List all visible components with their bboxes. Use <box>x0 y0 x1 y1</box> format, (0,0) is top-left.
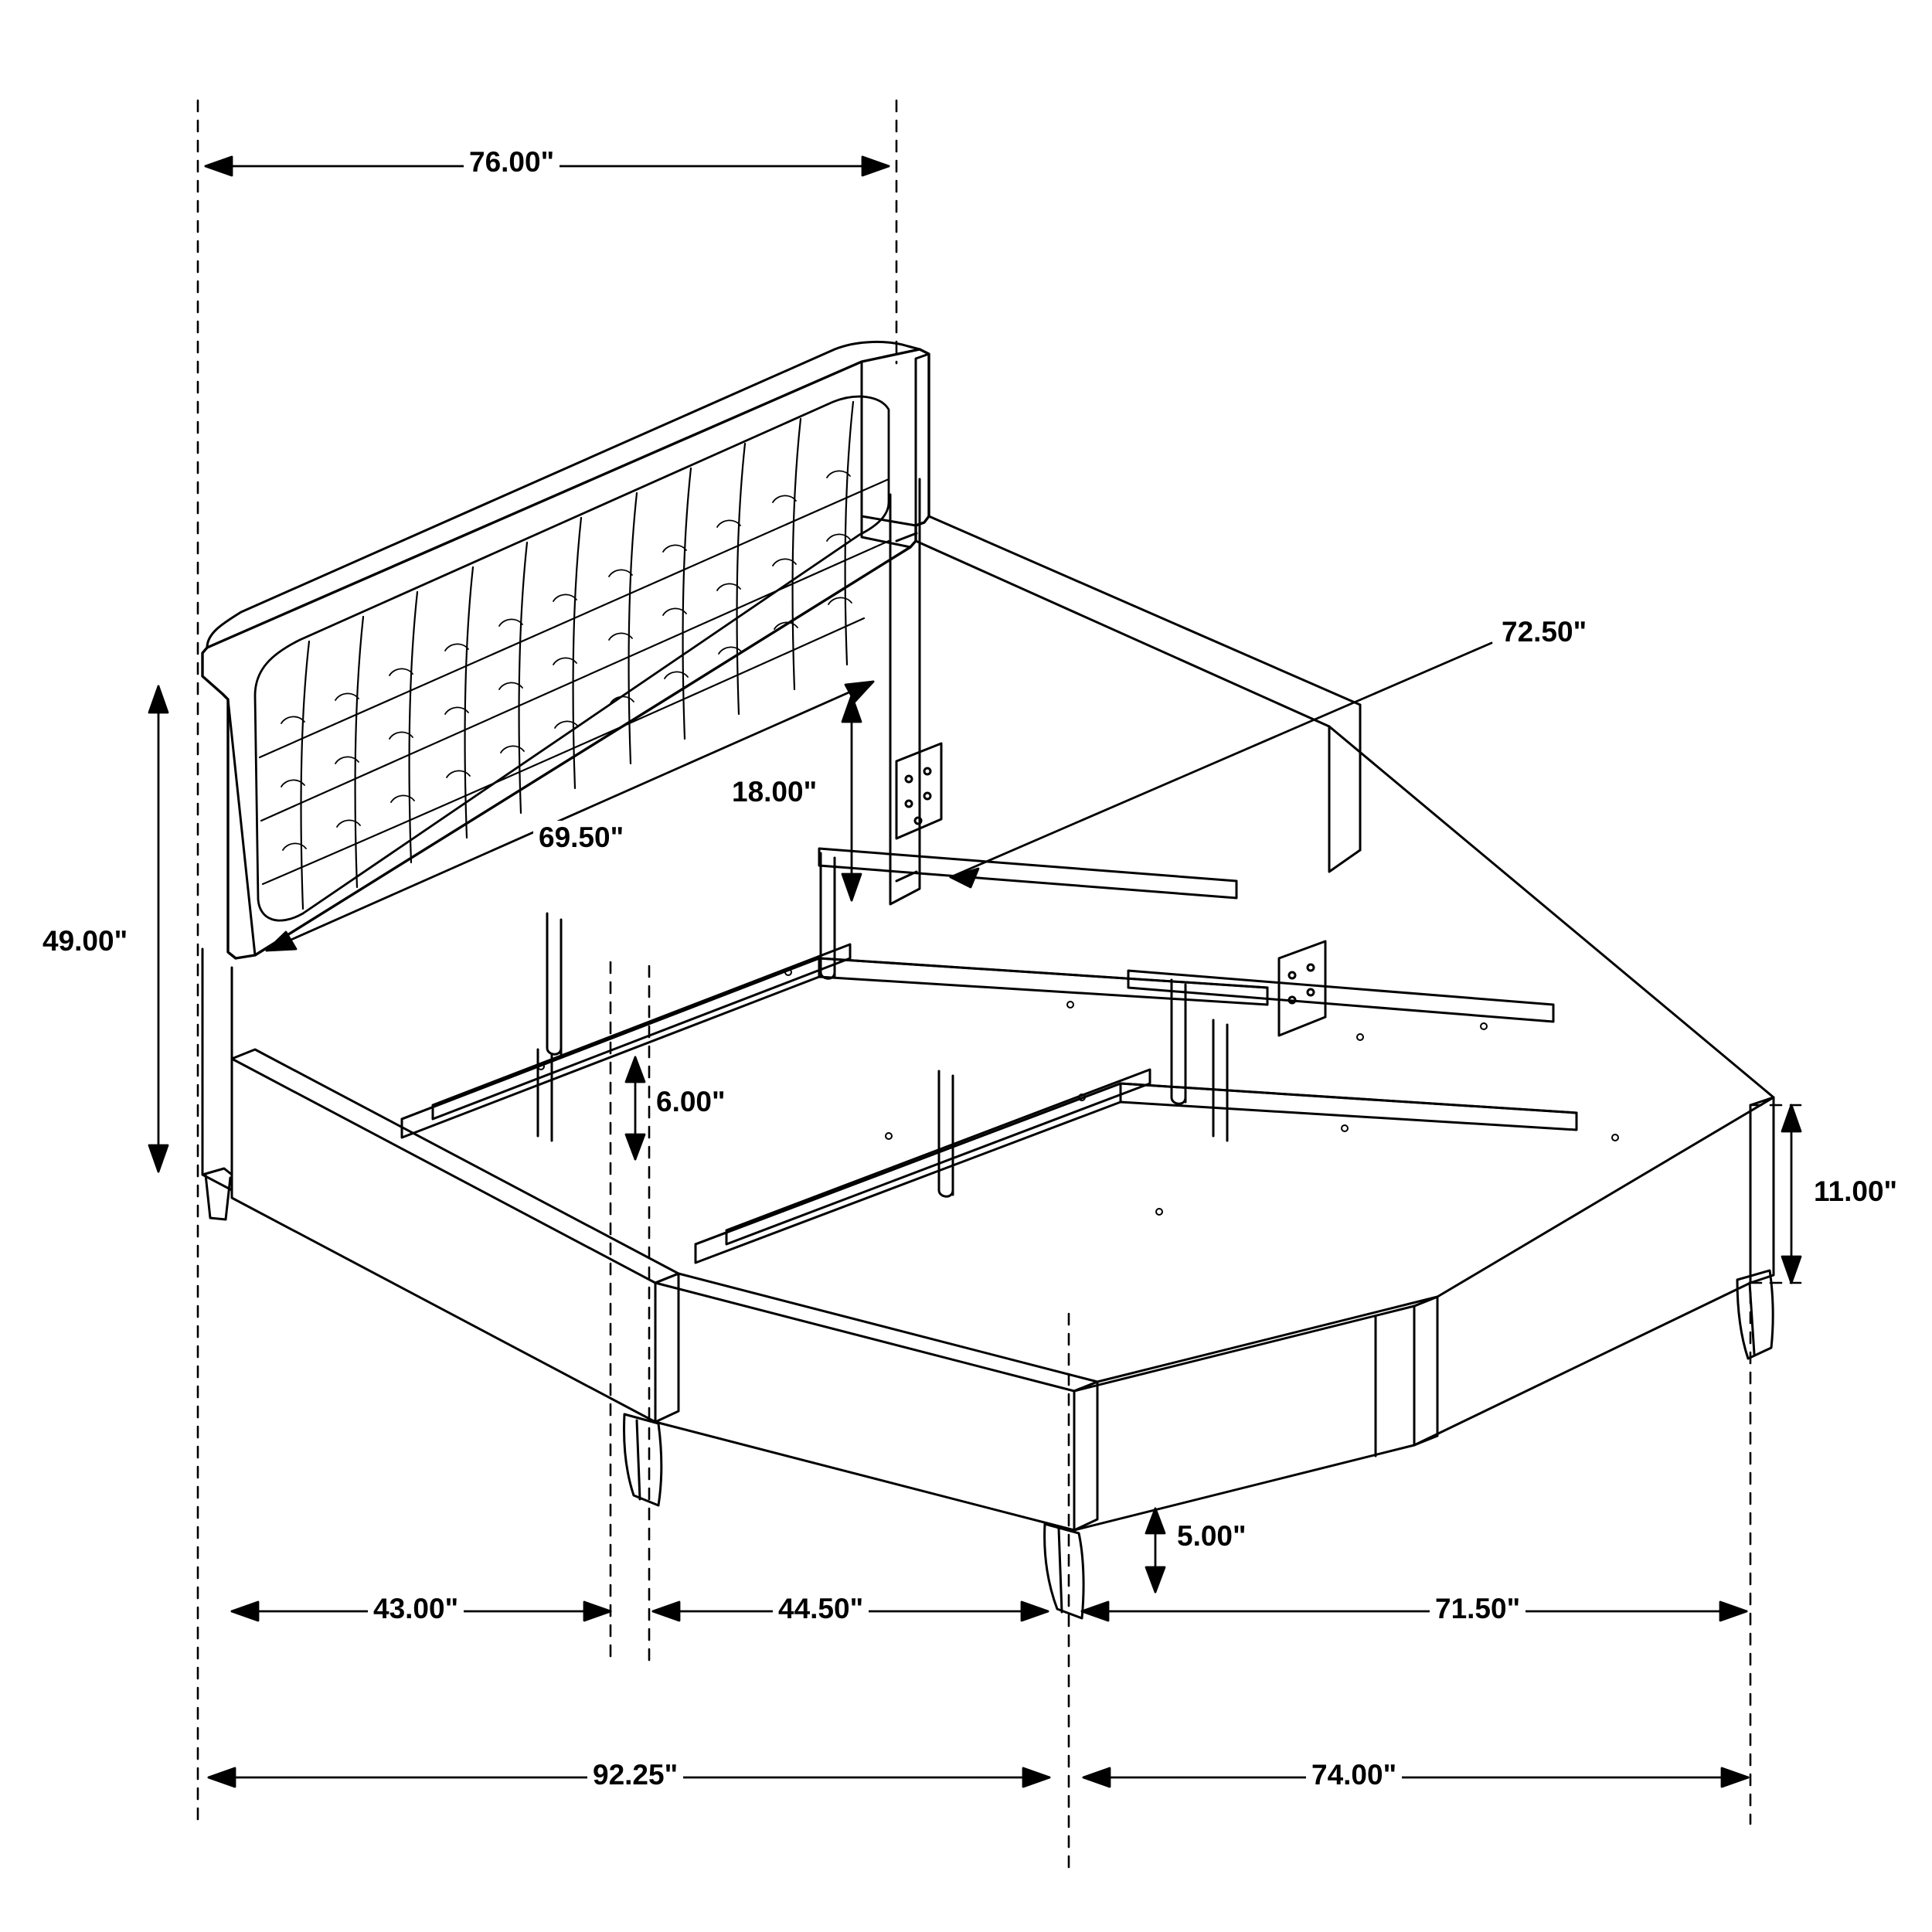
dimension-label-depth-right: 71.50" <box>1430 1592 1526 1627</box>
dimension-arrows <box>149 157 1801 1787</box>
rail-bracket-hardware <box>896 743 1325 1036</box>
dimension-label-headboard-panel-drop: 18.00" <box>726 775 822 810</box>
dimension-label-headboard-panel-width: 69.50" <box>533 821 629 855</box>
dimension-label-headboard-height: 49.00" <box>37 924 133 959</box>
dimension-label-overall-diag-right: 74.00" <box>1306 1758 1402 1793</box>
dimension-label-rail-height-right: 11.00" <box>1808 1175 1903 1209</box>
frame-legs <box>624 1270 1774 1618</box>
dimension-label-overall-diag-left: 92.25" <box>587 1758 683 1793</box>
dimension-label-leg-height: 5.00" <box>1172 1519 1252 1554</box>
dimension-label-overall-width-top: 76.00" <box>464 145 560 180</box>
dimension-label-depth-mid: 44.50" <box>773 1592 869 1627</box>
dimension-label-rail-length: 72.50" <box>1496 615 1592 650</box>
dimension-label-depth-left: 43.00" <box>368 1592 464 1627</box>
dimension-label-slat-clearance: 6.00" <box>651 1085 731 1120</box>
